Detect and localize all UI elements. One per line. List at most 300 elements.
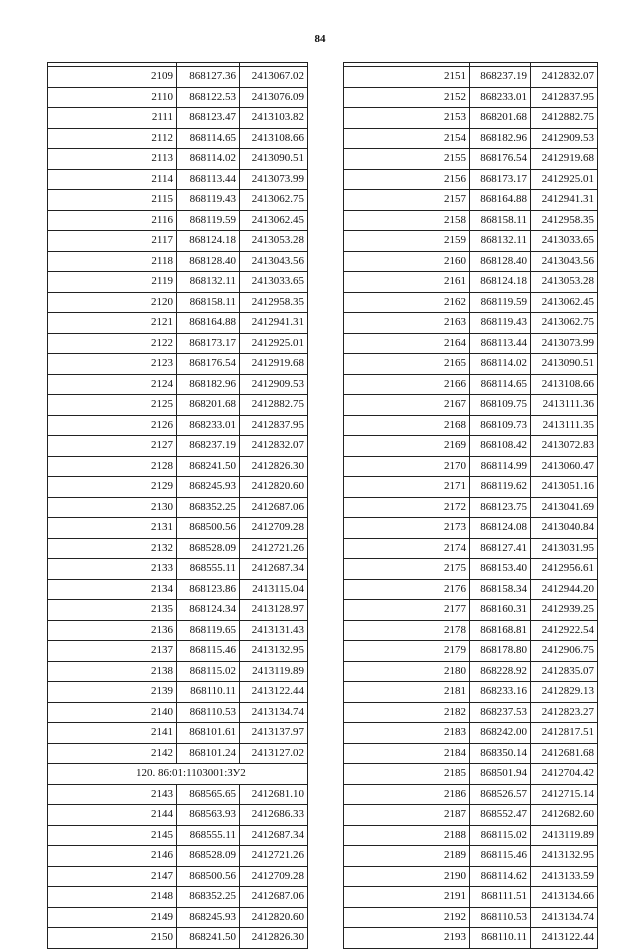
- y-coordinate-cell: 2412882.75: [531, 108, 598, 129]
- y-coordinate-cell: 2412687.34: [240, 559, 308, 580]
- point-number-cell: 2185: [344, 764, 470, 785]
- y-coordinate-cell: 2413131.43: [240, 620, 308, 641]
- point-number-cell: 2133: [48, 559, 177, 580]
- point-number-cell: 2166: [344, 374, 470, 395]
- point-number-cell: 2169: [344, 436, 470, 457]
- x-coordinate-cell: 868110.11: [470, 928, 531, 949]
- point-number-cell: 2127: [48, 436, 177, 457]
- x-coordinate-cell: 868242.00: [470, 723, 531, 744]
- point-number-cell: 2119: [48, 272, 177, 293]
- y-coordinate-cell: 2412829.13: [531, 682, 598, 703]
- table-row: [48, 723, 308, 744]
- x-coordinate-cell: 868228.92: [470, 661, 531, 682]
- x-coordinate-cell: 868350.14: [470, 743, 531, 764]
- y-coordinate-cell: 2413132.95: [531, 846, 598, 867]
- y-coordinate-cell: 2413062.45: [531, 292, 598, 313]
- y-coordinate-cell: 2413127.02: [240, 743, 308, 764]
- coordinates-table-right: [343, 62, 598, 949]
- x-coordinate-cell: 868164.88: [177, 313, 240, 334]
- x-coordinate-cell: 868119.65: [177, 620, 240, 641]
- point-number-cell: 2187: [344, 805, 470, 826]
- x-coordinate-cell: 868101.61: [177, 723, 240, 744]
- point-number-cell: 2118: [48, 251, 177, 272]
- y-coordinate-cell: 2412958.35: [531, 210, 598, 231]
- table-row: [344, 395, 598, 416]
- y-coordinate-cell: 2412681.68: [531, 743, 598, 764]
- y-coordinate-cell: 2413040.84: [531, 518, 598, 539]
- y-coordinate-cell: 2412682.60: [531, 805, 598, 826]
- x-coordinate-cell: 868233.01: [470, 87, 531, 108]
- y-coordinate-cell: 2412837.95: [240, 415, 308, 436]
- x-coordinate-cell: 868565.65: [177, 784, 240, 805]
- point-number-cell: 2141: [48, 723, 177, 744]
- table-row: [344, 210, 598, 231]
- y-coordinate-cell: 2413062.75: [240, 190, 308, 211]
- y-coordinate-cell: 2412835.07: [531, 661, 598, 682]
- table-row: [48, 210, 308, 231]
- y-coordinate-cell: 2412826.30: [240, 456, 308, 477]
- x-coordinate-cell: 868124.18: [177, 231, 240, 252]
- y-coordinate-cell: 2413111.35: [531, 415, 598, 436]
- x-coordinate-cell: 868500.56: [177, 518, 240, 539]
- table-row: [344, 846, 598, 867]
- y-coordinate-cell: 2413067.02: [240, 67, 308, 88]
- table-row: [48, 600, 308, 621]
- coordinates-table-left-body: [48, 63, 308, 949]
- x-coordinate-cell: 868113.44: [177, 169, 240, 190]
- x-coordinate-cell: 868201.68: [470, 108, 531, 129]
- table-row: [344, 415, 598, 436]
- x-coordinate-cell: 868114.02: [470, 354, 531, 375]
- point-number-cell: 2140: [48, 702, 177, 723]
- point-number-cell: 2121: [48, 313, 177, 334]
- table-row: [48, 395, 308, 416]
- x-coordinate-cell: 868113.44: [470, 333, 531, 354]
- point-number-cell: 2162: [344, 292, 470, 313]
- x-coordinate-cell: 868123.75: [470, 497, 531, 518]
- table-row: [344, 661, 598, 682]
- page-number: 84: [314, 33, 326, 45]
- y-coordinate-cell: 2413060.47: [531, 456, 598, 477]
- x-coordinate-cell: 868528.09: [177, 538, 240, 559]
- table-row: [344, 374, 598, 395]
- point-number-cell: 2159: [344, 231, 470, 252]
- x-coordinate-cell: 868237.53: [470, 702, 531, 723]
- table-row: [344, 907, 598, 928]
- y-coordinate-cell: 2413122.44: [531, 928, 598, 949]
- y-coordinate-cell: 2412958.35: [240, 292, 308, 313]
- point-number-cell: 2188: [344, 825, 470, 846]
- point-number-cell: 2186: [344, 784, 470, 805]
- point-number-cell: 2114: [48, 169, 177, 190]
- x-coordinate-cell: 868158.11: [470, 210, 531, 231]
- y-coordinate-cell: 2413103.82: [240, 108, 308, 129]
- table-row: [48, 538, 308, 559]
- table-row: [344, 887, 598, 908]
- point-number-cell: 2115: [48, 190, 177, 211]
- y-coordinate-cell: 2413119.89: [531, 825, 598, 846]
- x-coordinate-cell: 868114.65: [177, 128, 240, 149]
- x-coordinate-cell: 868245.93: [177, 907, 240, 928]
- table-row: [344, 682, 598, 703]
- y-coordinate-cell: 2413072.83: [531, 436, 598, 457]
- table-row: [48, 87, 308, 108]
- x-coordinate-cell: 868132.11: [177, 272, 240, 293]
- x-coordinate-cell: 868528.09: [177, 846, 240, 867]
- x-coordinate-cell: 868124.18: [470, 272, 531, 293]
- y-coordinate-cell: 2413053.28: [240, 231, 308, 252]
- point-number-cell: 2161: [344, 272, 470, 293]
- table-row: [48, 661, 308, 682]
- x-coordinate-cell: 868115.02: [177, 661, 240, 682]
- x-coordinate-cell: 868119.59: [470, 292, 531, 313]
- x-coordinate-cell: 868158.34: [470, 579, 531, 600]
- x-coordinate-cell: 868123.47: [177, 108, 240, 129]
- table-row: [48, 313, 308, 334]
- y-coordinate-cell: 2412715.14: [531, 784, 598, 805]
- x-coordinate-cell: 868114.02: [177, 149, 240, 170]
- point-number-cell: 2132: [48, 538, 177, 559]
- table-row: [344, 723, 598, 744]
- x-coordinate-cell: 868110.11: [177, 682, 240, 703]
- x-coordinate-cell: 868164.88: [470, 190, 531, 211]
- y-coordinate-cell: 2413031.95: [531, 538, 598, 559]
- point-number-cell: 2113: [48, 149, 177, 170]
- x-coordinate-cell: 868241.50: [177, 928, 240, 949]
- point-number-cell: 2134: [48, 579, 177, 600]
- table-row: [48, 251, 308, 272]
- x-coordinate-cell: 868555.11: [177, 825, 240, 846]
- point-number-cell: 2146: [48, 846, 177, 867]
- point-number-cell: 2122: [48, 333, 177, 354]
- point-number-cell: 2172: [344, 497, 470, 518]
- table-row: [48, 928, 308, 949]
- table-row: [48, 887, 308, 908]
- x-coordinate-cell: 868500.56: [177, 866, 240, 887]
- point-number-cell: 2183: [344, 723, 470, 744]
- point-number-cell: 2152: [344, 87, 470, 108]
- table-row: [48, 620, 308, 641]
- table-row: [344, 805, 598, 826]
- table-row: [48, 641, 308, 662]
- x-coordinate-cell: 868110.53: [177, 702, 240, 723]
- x-coordinate-cell: 868115.46: [470, 846, 531, 867]
- table-row: [344, 108, 598, 129]
- y-coordinate-cell: 2412832.07: [531, 67, 598, 88]
- point-number-cell: 2160: [344, 251, 470, 272]
- y-coordinate-cell: 2413128.97: [240, 600, 308, 621]
- point-number-cell: 2129: [48, 477, 177, 498]
- point-number-cell: 2158: [344, 210, 470, 231]
- point-number-cell: 2189: [344, 846, 470, 867]
- point-number-cell: 2136: [48, 620, 177, 641]
- x-coordinate-cell: 868109.73: [470, 415, 531, 436]
- table-row: [48, 846, 308, 867]
- table-row: [48, 784, 308, 805]
- table-row: [344, 333, 598, 354]
- x-coordinate-cell: 868119.43: [470, 313, 531, 334]
- table-row: [344, 497, 598, 518]
- point-number-cell: 2171: [344, 477, 470, 498]
- table-row: [344, 702, 598, 723]
- x-coordinate-cell: 868132.11: [470, 231, 531, 252]
- table-row: [48, 169, 308, 190]
- parcel-heading: 120. 86:01:1103001:ЗУ2: [48, 764, 308, 785]
- point-number-cell: 2154: [344, 128, 470, 149]
- table-row: [344, 87, 598, 108]
- point-number-cell: 2151: [344, 67, 470, 88]
- x-coordinate-cell: 868233.01: [177, 415, 240, 436]
- x-coordinate-cell: 868114.62: [470, 866, 531, 887]
- table-row: [48, 579, 308, 600]
- x-coordinate-cell: 868178.80: [470, 641, 531, 662]
- x-coordinate-cell: 868119.59: [177, 210, 240, 231]
- x-coordinate-cell: 868201.68: [177, 395, 240, 416]
- x-coordinate-cell: 868124.08: [470, 518, 531, 539]
- x-coordinate-cell: 868115.46: [177, 641, 240, 662]
- table-row: [48, 231, 308, 252]
- table-row: [344, 190, 598, 211]
- x-coordinate-cell: 868119.62: [470, 477, 531, 498]
- point-number-cell: 2173: [344, 518, 470, 539]
- point-number-cell: 2117: [48, 231, 177, 252]
- point-number-cell: 2174: [344, 538, 470, 559]
- table-row: [48, 149, 308, 170]
- point-number-cell: 2126: [48, 415, 177, 436]
- point-number-cell: 2193: [344, 928, 470, 949]
- table-row: [344, 928, 598, 949]
- point-number-cell: 2153: [344, 108, 470, 129]
- table-row: [48, 477, 308, 498]
- y-coordinate-cell: 2412820.60: [240, 907, 308, 928]
- y-coordinate-cell: 2412681.10: [240, 784, 308, 805]
- point-number-cell: 2145: [48, 825, 177, 846]
- table-row: [48, 682, 308, 703]
- x-coordinate-cell: 868168.81: [470, 620, 531, 641]
- x-coordinate-cell: 868563.93: [177, 805, 240, 826]
- y-coordinate-cell: 2412832.07: [240, 436, 308, 457]
- table-row: [344, 559, 598, 580]
- point-number-cell: 2148: [48, 887, 177, 908]
- table-row: [48, 436, 308, 457]
- x-coordinate-cell: 868128.40: [470, 251, 531, 272]
- y-coordinate-cell: 2412944.20: [531, 579, 598, 600]
- point-number-cell: 2125: [48, 395, 177, 416]
- y-coordinate-cell: 2413108.66: [531, 374, 598, 395]
- y-coordinate-cell: 2413073.99: [240, 169, 308, 190]
- point-number-cell: 2156: [344, 169, 470, 190]
- y-coordinate-cell: 2412919.68: [531, 149, 598, 170]
- table-row: [48, 292, 308, 313]
- table-row: [344, 784, 598, 805]
- table-row: [48, 743, 308, 764]
- y-coordinate-cell: 2412817.51: [531, 723, 598, 744]
- point-number-cell: 2157: [344, 190, 470, 211]
- table-row: [48, 67, 308, 88]
- point-number-cell: 2163: [344, 313, 470, 334]
- point-number-cell: 2181: [344, 682, 470, 703]
- y-coordinate-cell: 2412941.31: [240, 313, 308, 334]
- table-row: [48, 456, 308, 477]
- x-coordinate-cell: 868110.53: [470, 907, 531, 928]
- point-number-cell: 2130: [48, 497, 177, 518]
- x-coordinate-cell: 868173.17: [470, 169, 531, 190]
- x-coordinate-cell: 868128.40: [177, 251, 240, 272]
- y-coordinate-cell: 2413134.66: [531, 887, 598, 908]
- table-row: [48, 354, 308, 375]
- y-coordinate-cell: 2412882.75: [240, 395, 308, 416]
- y-coordinate-cell: 2413041.69: [531, 497, 598, 518]
- table-row: [48, 128, 308, 149]
- point-number-cell: 2123: [48, 354, 177, 375]
- x-coordinate-cell: 868123.86: [177, 579, 240, 600]
- y-coordinate-cell: 2413073.99: [531, 333, 598, 354]
- y-coordinate-cell: 2413062.45: [240, 210, 308, 231]
- y-coordinate-cell: 2412826.30: [240, 928, 308, 949]
- y-coordinate-cell: 2412709.28: [240, 866, 308, 887]
- y-coordinate-cell: 2412704.42: [531, 764, 598, 785]
- x-coordinate-cell: 868182.96: [177, 374, 240, 395]
- table-row: [344, 518, 598, 539]
- table-row: [48, 559, 308, 580]
- point-number-cell: 2149: [48, 907, 177, 928]
- point-number-cell: 2150: [48, 928, 177, 949]
- y-coordinate-cell: 2412909.53: [240, 374, 308, 395]
- y-coordinate-cell: 2412709.28: [240, 518, 308, 539]
- table-row: [48, 805, 308, 826]
- y-coordinate-cell: 2412909.53: [531, 128, 598, 149]
- table-row: [48, 702, 308, 723]
- x-coordinate-cell: 868153.40: [470, 559, 531, 580]
- table-row: [344, 641, 598, 662]
- table-row: [344, 764, 598, 785]
- y-coordinate-cell: 2412823.27: [531, 702, 598, 723]
- point-number-cell: 2170: [344, 456, 470, 477]
- table-row: [344, 292, 598, 313]
- y-coordinate-cell: 2412687.06: [240, 887, 308, 908]
- x-coordinate-cell: 868176.54: [470, 149, 531, 170]
- table-row: [48, 518, 308, 539]
- point-number-cell: 2111: [48, 108, 177, 129]
- table-row: [48, 497, 308, 518]
- table-row: [344, 436, 598, 457]
- table-row: [344, 313, 598, 334]
- point-number-cell: 2139: [48, 682, 177, 703]
- table-row: [344, 128, 598, 149]
- y-coordinate-cell: 2413133.59: [531, 866, 598, 887]
- y-coordinate-cell: 2413090.51: [531, 354, 598, 375]
- table-row: [48, 866, 308, 887]
- table-row: [48, 374, 308, 395]
- table-row: [344, 825, 598, 846]
- x-coordinate-cell: 868119.43: [177, 190, 240, 211]
- x-coordinate-cell: 868352.25: [177, 887, 240, 908]
- x-coordinate-cell: 868114.65: [470, 374, 531, 395]
- x-coordinate-cell: 868237.19: [470, 67, 531, 88]
- point-number-cell: 2124: [48, 374, 177, 395]
- point-number-cell: 2164: [344, 333, 470, 354]
- point-number-cell: 2116: [48, 210, 177, 231]
- point-number-cell: 2177: [344, 600, 470, 621]
- point-number-cell: 2179: [344, 641, 470, 662]
- table-row: [344, 743, 598, 764]
- x-coordinate-cell: 868501.94: [470, 764, 531, 785]
- x-coordinate-cell: 868122.53: [177, 87, 240, 108]
- x-coordinate-cell: 868555.11: [177, 559, 240, 580]
- table-row: [344, 67, 598, 88]
- table-row: [48, 108, 308, 129]
- y-coordinate-cell: 2413043.56: [531, 251, 598, 272]
- point-number-cell: 2168: [344, 415, 470, 436]
- point-number-cell: 2128: [48, 456, 177, 477]
- point-number-cell: 2120: [48, 292, 177, 313]
- table-row: [48, 333, 308, 354]
- x-coordinate-cell: 868182.96: [470, 128, 531, 149]
- point-number-cell: 2131: [48, 518, 177, 539]
- y-coordinate-cell: 2412925.01: [240, 333, 308, 354]
- x-coordinate-cell: 868352.25: [177, 497, 240, 518]
- x-coordinate-cell: 868127.36: [177, 67, 240, 88]
- point-number-cell: 2135: [48, 600, 177, 621]
- y-coordinate-cell: 2412939.25: [531, 600, 598, 621]
- x-coordinate-cell: 868158.11: [177, 292, 240, 313]
- point-number-cell: 2137: [48, 641, 177, 662]
- y-coordinate-cell: 2412925.01: [531, 169, 598, 190]
- table-row: [48, 190, 308, 211]
- point-number-cell: 2191: [344, 887, 470, 908]
- point-number-cell: 2144: [48, 805, 177, 826]
- y-coordinate-cell: 2412721.26: [240, 538, 308, 559]
- x-coordinate-cell: 868108.42: [470, 436, 531, 457]
- table-row: [48, 415, 308, 436]
- table-row: [344, 169, 598, 190]
- point-number-cell: 2176: [344, 579, 470, 600]
- y-coordinate-cell: 2412837.95: [531, 87, 598, 108]
- table-row: [344, 231, 598, 252]
- x-coordinate-cell: 868526.57: [470, 784, 531, 805]
- x-coordinate-cell: 868101.24: [177, 743, 240, 764]
- table-row: [344, 354, 598, 375]
- table-row: [48, 825, 308, 846]
- y-coordinate-cell: 2413111.36: [531, 395, 598, 416]
- point-number-cell: 2184: [344, 743, 470, 764]
- point-number-cell: 2142: [48, 743, 177, 764]
- point-number-cell: 2147: [48, 866, 177, 887]
- y-coordinate-cell: 2412721.26: [240, 846, 308, 867]
- y-coordinate-cell: 2413062.75: [531, 313, 598, 334]
- y-coordinate-cell: 2412906.75: [531, 641, 598, 662]
- x-coordinate-cell: 868176.54: [177, 354, 240, 375]
- x-coordinate-cell: 868233.16: [470, 682, 531, 703]
- table-row: [48, 907, 308, 928]
- point-number-cell: 2138: [48, 661, 177, 682]
- y-coordinate-cell: 2412919.68: [240, 354, 308, 375]
- point-number-cell: 2175: [344, 559, 470, 580]
- y-coordinate-cell: 2413043.56: [240, 251, 308, 272]
- y-coordinate-cell: 2413090.51: [240, 149, 308, 170]
- y-coordinate-cell: 2412941.31: [531, 190, 598, 211]
- y-coordinate-cell: 2413119.89: [240, 661, 308, 682]
- x-coordinate-cell: 868111.51: [470, 887, 531, 908]
- table-row: [344, 477, 598, 498]
- point-number-cell: 2167: [344, 395, 470, 416]
- x-coordinate-cell: 868115.02: [470, 825, 531, 846]
- coordinates-table-right-body: [344, 63, 598, 949]
- x-coordinate-cell: 868241.50: [177, 456, 240, 477]
- y-coordinate-cell: 2413033.65: [240, 272, 308, 293]
- y-coordinate-cell: 2413076.09: [240, 87, 308, 108]
- y-coordinate-cell: 2413134.74: [531, 907, 598, 928]
